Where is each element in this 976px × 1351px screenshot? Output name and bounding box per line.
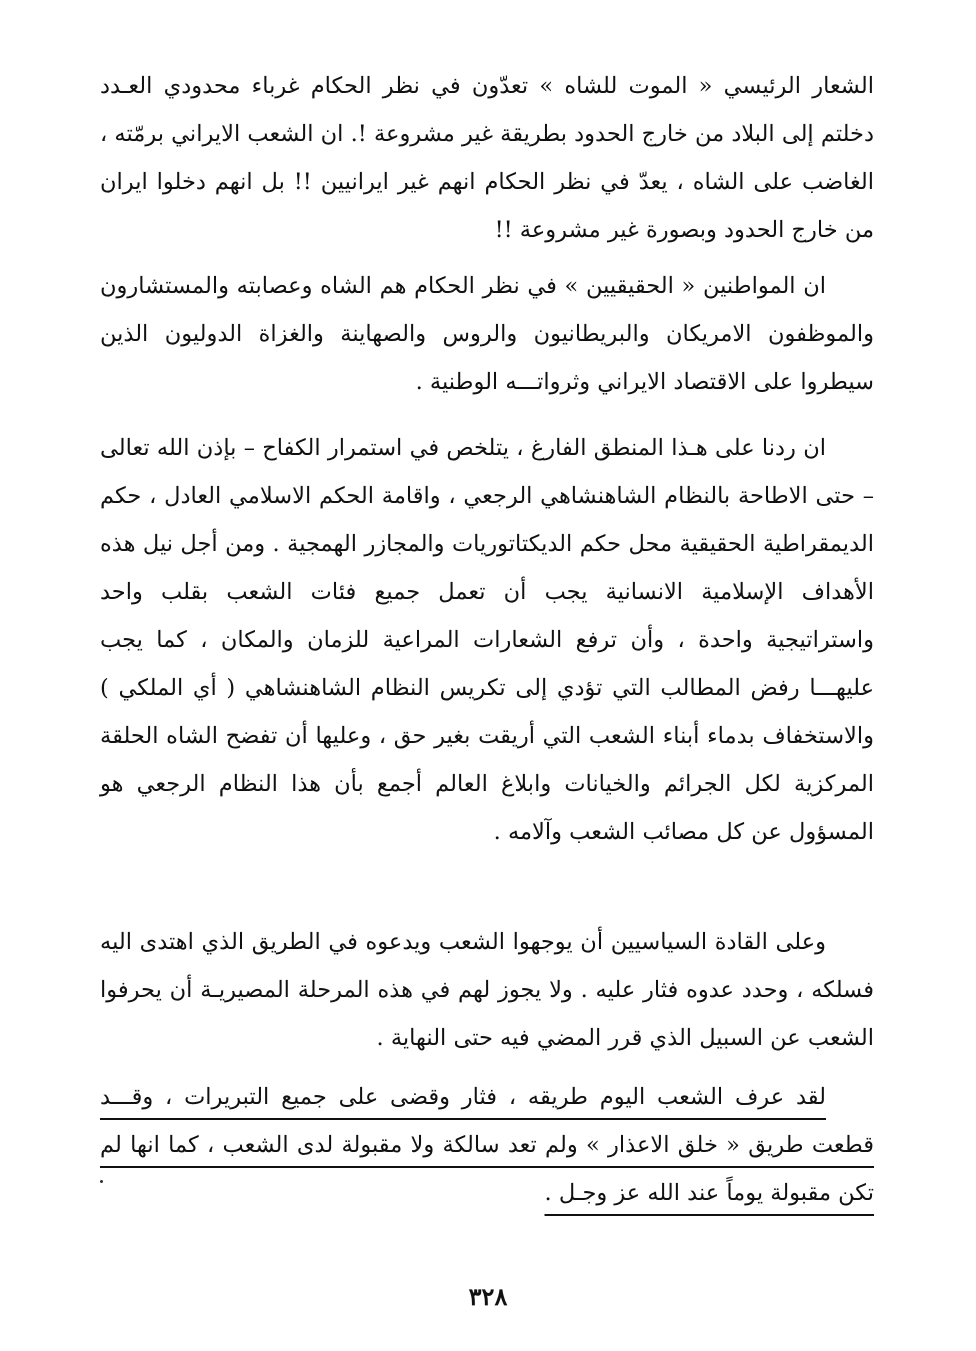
page-number: ٣٢٨ [468, 1282, 508, 1311]
paragraph-2 [100, 262, 874, 406]
paragraph-4 [100, 918, 874, 1062]
paragraph-text: وعلى القادة السياسيين أن يوجهوا الشعب ويدعوه في الطريق الذي اهتدى اليه فسلكه ، وحدد عدوه فثار عليه . ولا يجوز لهم في هذه المرحلة المصيريـة أن يحرفوا الشعب عن السبيل الذي قرر المضي فيه حتى النهاية . [100, 929, 874, 1051]
paragraph-3 [100, 424, 874, 856]
margin-mark [100, 1180, 103, 1183]
paragraph-text: ان ردنا على هـذا المنطق الفارغ ، يتلخص في استمرار الكفاح – بإذن الله تعالى – حتى الاطاحة بالنظام الشاهنشاهي الرجعي ، واقامة الحكم الاسلامي العادل ، حكم الديمقراطية الحقيقية محل حكم الديكتاتوريات والمجازر الهمجية . ومن أجل نيل هذه الأهداف الإسلامية الانسانية يجب أن تعمل جميع فئات الشعب بقلب واحد واستراتيجية واحدة ، وأن ترفع الشعارات المراعية للزمان والمكان ، كما يجب عليهـــا رفض المطالب التي تؤدي إلى تكريس النظام الشاهنشاهي ( أي الملكي ) والاستخفاف بدماء أبناء الشعب التي أريقت بغير حق ، وعليها أن تفضح الشاه الحلقة المركزية لكل الجرائم والخيانات وابلاغ العالم أجمع بأن هذا النظام الرجعي هو المسؤول عن كل مصائب الشعب وآلامه . [100, 435, 874, 845]
paragraph-1 [100, 62, 874, 254]
paragraph-text: ان المواطنين « الحقيقيين » في نظر الحكام هم الشاه وعصابته والمستشارون والموظفون الامريكان والبريطانيون والروس والصهاينة والغزاة الدوليون الذين سيطروا على الاقتصاد الايراني وثرواتـــه الوطنية . [100, 273, 874, 395]
paragraph-text: لقد عرف الشعب اليوم طريقه ، فثار وقضى على جميع التبريرات ، وقـــد قطعت طريق « خلق الاعذار » ولم تعد سالكة ولا مقبولة لدى الشعب ، كما انها لم تكن مقبولة يوماً عند الله عز وجـل . [100, 1084, 874, 1206]
paragraph-5-underlined [100, 1073, 874, 1217]
paragraph-text: الشعار الرئيسي « الموت للشاه » تعدّون في نظر الحكام غرباء محدودي العـدد دخلتم إلى البلاد من خارج الحدود بطريقة غير مشروعة !. ان الشعب الايراني برمّته ، الغاضب على الشاه ، يعدّ في نظر الحكام انهم غير ايرانيين !! بل انهم دخلوا ايران من خارج الحدود وبصورة غير مشروعة !! [100, 73, 874, 243]
